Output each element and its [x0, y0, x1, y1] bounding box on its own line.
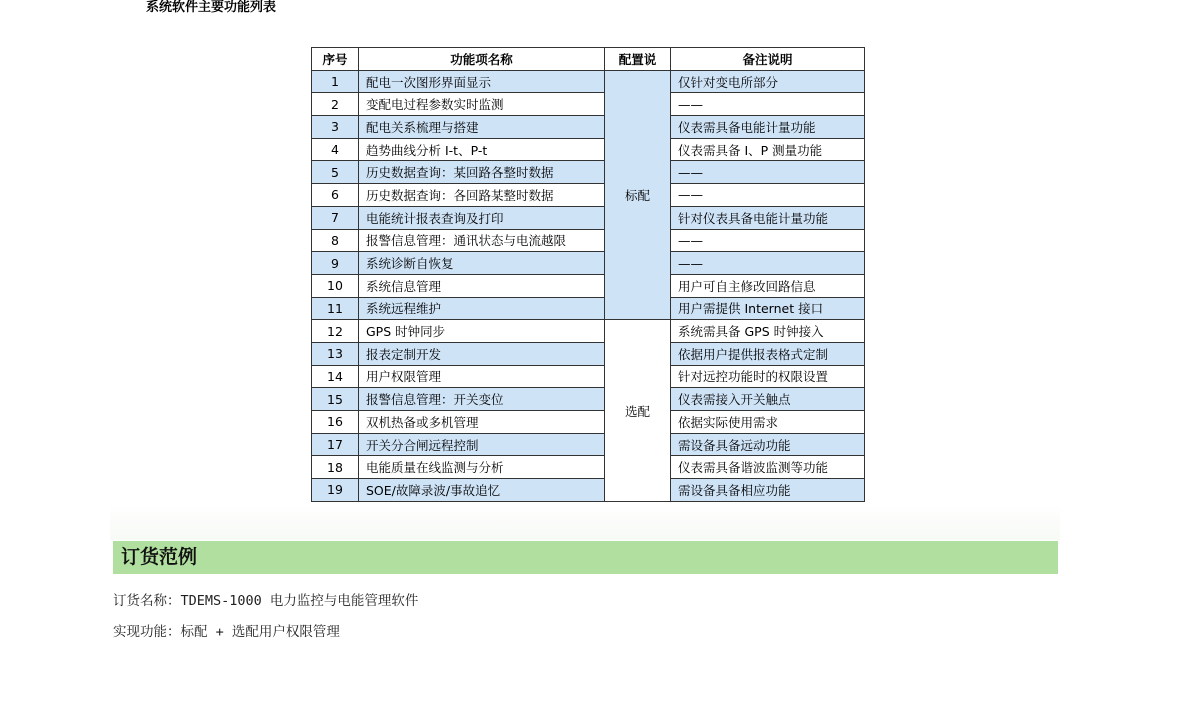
note-cell: —— [671, 252, 865, 275]
table-row [312, 479, 865, 502]
function-name-cell: 系统诊断自恢复 [359, 252, 605, 275]
note-cell: 依据实际使用需求 [671, 411, 865, 434]
page-title: 系统软件主要功能列表 [146, 0, 277, 15]
note-cell: 仪表需具备 I、P 测量功能 [671, 138, 865, 161]
note-cell: 针对仪表具备电能计量功能 [671, 206, 865, 229]
table-row [312, 70, 865, 93]
section-divider [110, 504, 1060, 540]
row-number-cell: 14 [312, 365, 359, 388]
note-cell: 仪表需接入开关触点 [671, 388, 865, 411]
table-row [312, 161, 865, 184]
row-number-cell: 5 [312, 161, 359, 184]
function-name-cell: 报警信息管理：通讯状态与电流越限 [359, 229, 605, 252]
function-name-cell: 配电一次图形界面显示 [359, 70, 605, 93]
table-row [312, 411, 865, 434]
function-name-cell: 报警信息管理：开关变位 [359, 388, 605, 411]
note-cell: 需设备具备相应功能 [671, 479, 865, 502]
row-number-cell: 18 [312, 456, 359, 479]
section-title: 订货范例 [121, 546, 198, 568]
function-name-cell: 系统信息管理 [359, 274, 605, 297]
function-table [311, 47, 865, 502]
config-group-cell: 选配 [605, 320, 671, 502]
note-cell: —— [671, 161, 865, 184]
note-cell: 仅针对变电所部分 [671, 70, 865, 93]
header-note: 备注说明 [671, 48, 865, 71]
row-number-cell: 8 [312, 229, 359, 252]
row-number-cell: 4 [312, 138, 359, 161]
function-name-cell: 电能质量在线监测与分析 [359, 456, 605, 479]
row-number-cell: 17 [312, 433, 359, 456]
table-row [312, 138, 865, 161]
row-number-cell: 19 [312, 479, 359, 502]
function-name-cell: 配电关系梳理与搭建 [359, 116, 605, 139]
header-num: 序号 [312, 48, 359, 71]
table-row [312, 116, 865, 139]
function-name-cell: 变配电过程参数实时监测 [359, 93, 605, 116]
row-number-cell: 10 [312, 274, 359, 297]
table-row [312, 297, 865, 320]
header-config: 配置说 [605, 48, 671, 71]
function-name-cell: 电能统计报表查询及打印 [359, 206, 605, 229]
row-number-cell: 7 [312, 206, 359, 229]
table-body [312, 70, 865, 501]
table-row [312, 365, 865, 388]
table-row [312, 342, 865, 365]
note-cell: —— [671, 229, 865, 252]
function-name-cell: 历史数据查询：某回路各整时数据 [359, 161, 605, 184]
function-name-cell: 历史数据查询：各回路某整时数据 [359, 184, 605, 207]
note-cell: 用户需提供 Internet 接口 [671, 297, 865, 320]
function-name-cell: 报表定制开发 [359, 342, 605, 365]
table-header-row [312, 48, 865, 71]
note-cell: 仪表需具备谐波监测等功能 [671, 456, 865, 479]
function-name-cell: 开关分合闸远程控制 [359, 433, 605, 456]
note-cell: —— [671, 93, 865, 116]
function-name-cell: 双机热备或多机管理 [359, 411, 605, 434]
row-number-cell: 3 [312, 116, 359, 139]
note-cell: 用户可自主修改回路信息 [671, 274, 865, 297]
function-name-cell: 趋势曲线分析 I-t、P-t [359, 138, 605, 161]
table-row [312, 184, 865, 207]
note-cell: 系统需具备 GPS 时钟接入 [671, 320, 865, 343]
row-number-cell: 11 [312, 297, 359, 320]
function-name-cell: SOE/故障录波/事故追忆 [359, 479, 605, 502]
table-row [312, 206, 865, 229]
note-cell: 仪表需具备电能计量功能 [671, 116, 865, 139]
row-number-cell: 9 [312, 252, 359, 275]
function-name-cell: GPS 时钟同步 [359, 320, 605, 343]
table-row [312, 93, 865, 116]
order-function-line: 实现功能：标配 + 选配用户权限管理 [113, 624, 340, 640]
config-group-cell: 标配 [605, 70, 671, 320]
table-row [312, 320, 865, 343]
section-header-bar [113, 541, 1058, 574]
row-number-cell: 15 [312, 388, 359, 411]
note-cell: 依据用户提供报表格式定制 [671, 342, 865, 365]
function-name-cell: 用户权限管理 [359, 365, 605, 388]
table-row [312, 456, 865, 479]
table-row [312, 229, 865, 252]
row-number-cell: 16 [312, 411, 359, 434]
note-cell: —— [671, 184, 865, 207]
row-number-cell: 1 [312, 70, 359, 93]
table-row [312, 388, 865, 411]
note-cell: 需设备具备远动功能 [671, 433, 865, 456]
header-name: 功能项名称 [359, 48, 605, 71]
note-cell: 针对远控功能时的权限设置 [671, 365, 865, 388]
row-number-cell: 13 [312, 342, 359, 365]
order-name-line: 订货名称：TDEMS-1000 电力监控与电能管理软件 [113, 593, 419, 609]
row-number-cell: 6 [312, 184, 359, 207]
function-name-cell: 系统远程维护 [359, 297, 605, 320]
row-number-cell: 2 [312, 93, 359, 116]
table-row [312, 252, 865, 275]
row-number-cell: 12 [312, 320, 359, 343]
table-row [312, 433, 865, 456]
table-row [312, 274, 865, 297]
